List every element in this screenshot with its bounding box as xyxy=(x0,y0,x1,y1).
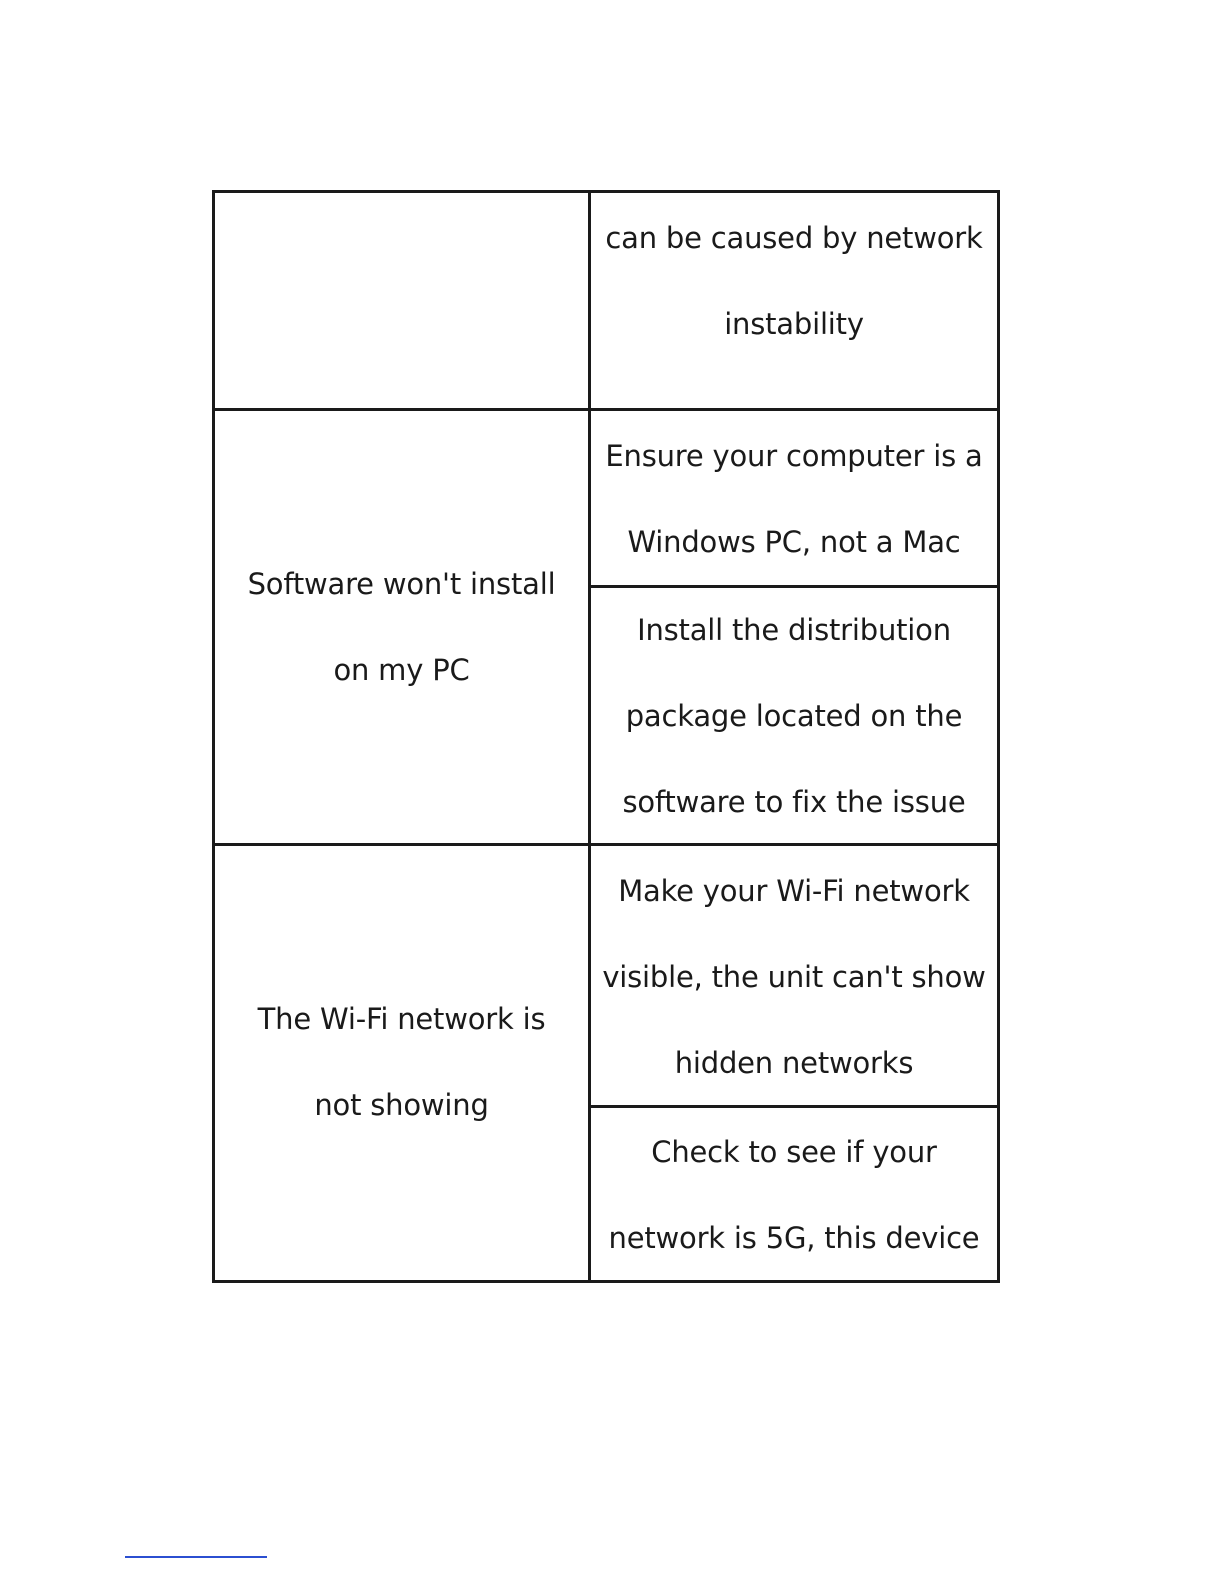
problem-cell xyxy=(215,193,588,411)
solution-column xyxy=(591,193,997,1280)
troubleshooting-table xyxy=(212,190,1000,1283)
problem-text: The Wi-Fi network is not showing xyxy=(257,1002,546,1122)
problem-column xyxy=(215,193,591,1280)
solution-text: Ensure your computer is a Windows PC, not a Mac xyxy=(605,439,983,559)
solution-cell xyxy=(591,846,997,1107)
problem-cell xyxy=(215,846,588,1280)
solution-cell xyxy=(591,193,997,411)
footnote-rule xyxy=(125,1556,267,1558)
solution-text: Check to see if your network is 5G, this device xyxy=(608,1135,980,1255)
solution-text: Make your Wi-Fi network visible, the unit can't show hidden networks xyxy=(602,874,986,1080)
solution-cell xyxy=(591,585,997,846)
solution-cell xyxy=(591,411,997,585)
solution-text: Install the distribution package located on the software to fix the issue xyxy=(622,613,966,819)
problem-text: Software won't install on my PC xyxy=(247,567,556,687)
problem-cell xyxy=(215,411,588,846)
solution-cell xyxy=(591,1107,997,1280)
solution-text: can be caused by network instability xyxy=(605,221,983,341)
